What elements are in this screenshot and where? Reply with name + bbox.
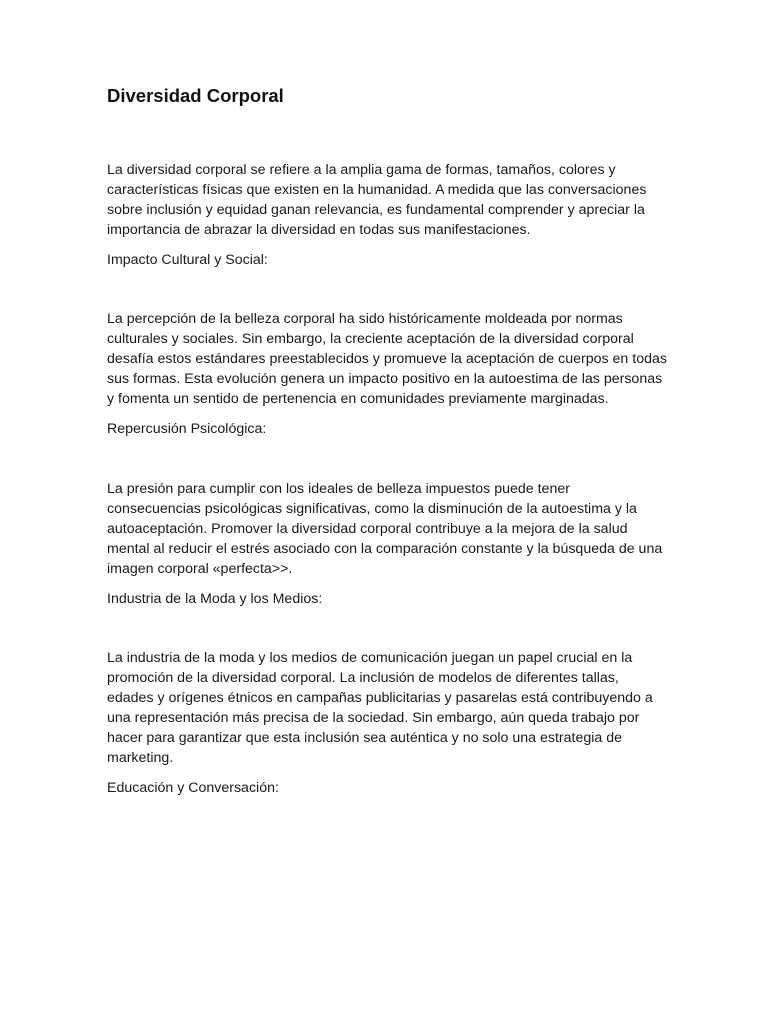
section-heading-moda-medios: Industria de la Moda y los Medios: [107, 591, 323, 607]
section-body-cultural-social: La percepción de la belleza corporal ha sido históricamente moldeada por normas culturales y sociales. Sin embargo, la creciente aceptación de la diversidad corporal desafía estos estándares preestablecidos y promueve la aceptación de cuerpos en todas sus formas. Esta evolución genera un impacto positivo en la autoestima de las personas y fomenta un sentido de pertenencia en comunidades previamente marginadas. [107, 311, 667, 407]
section-body-moda-medios: La industria de la moda y los medios de comunicación juegan un papel crucial en la promoción de la diversidad corporal. La inclusión de modelos de diferentes tallas, edades y orígenes étnicos en campañas publicitarias y pasarelas está contribuyendo a una representación más precisa de la sociedad. Sin embargo, aún queda trabajo por hacer para garantizar que esta inclusión sea auténtica y no solo una estrategia de marketing. [107, 650, 653, 766]
section-body-psicologica: La presión para cumplir con los ideales de belleza impuestos puede tener consecuencias psicológicas significativas, como la disminución de la autoestima y la autoaceptación. Promover la diversidad corporal contribuye a la mejora de la salud mental al reducir el estrés asociado con la comparación constante y la búsqueda de una imagen corporal «perfecta>>. [107, 481, 663, 577]
section-heading-psicologica: Repercusión Psicológica: [107, 421, 267, 437]
document-page [107, 84, 667, 798]
section-heading-cultural-social: Impacto Cultural y Social: [107, 252, 268, 268]
intro-paragraph: La diversidad corporal se refiere a la amplia gama de formas, tamaños, colores y características físicas que existen en la humanidad. A medida que las conversaciones sobre inclusión y equidad ganan relevancia, es fundamental comprender y apreciar la importancia de abrazar la diversidad en todas sus manifestaciones. [107, 162, 647, 238]
section-heading-educacion: Educación y Conversación: [107, 780, 279, 796]
document-title: Diversidad Corporal [107, 85, 284, 106]
